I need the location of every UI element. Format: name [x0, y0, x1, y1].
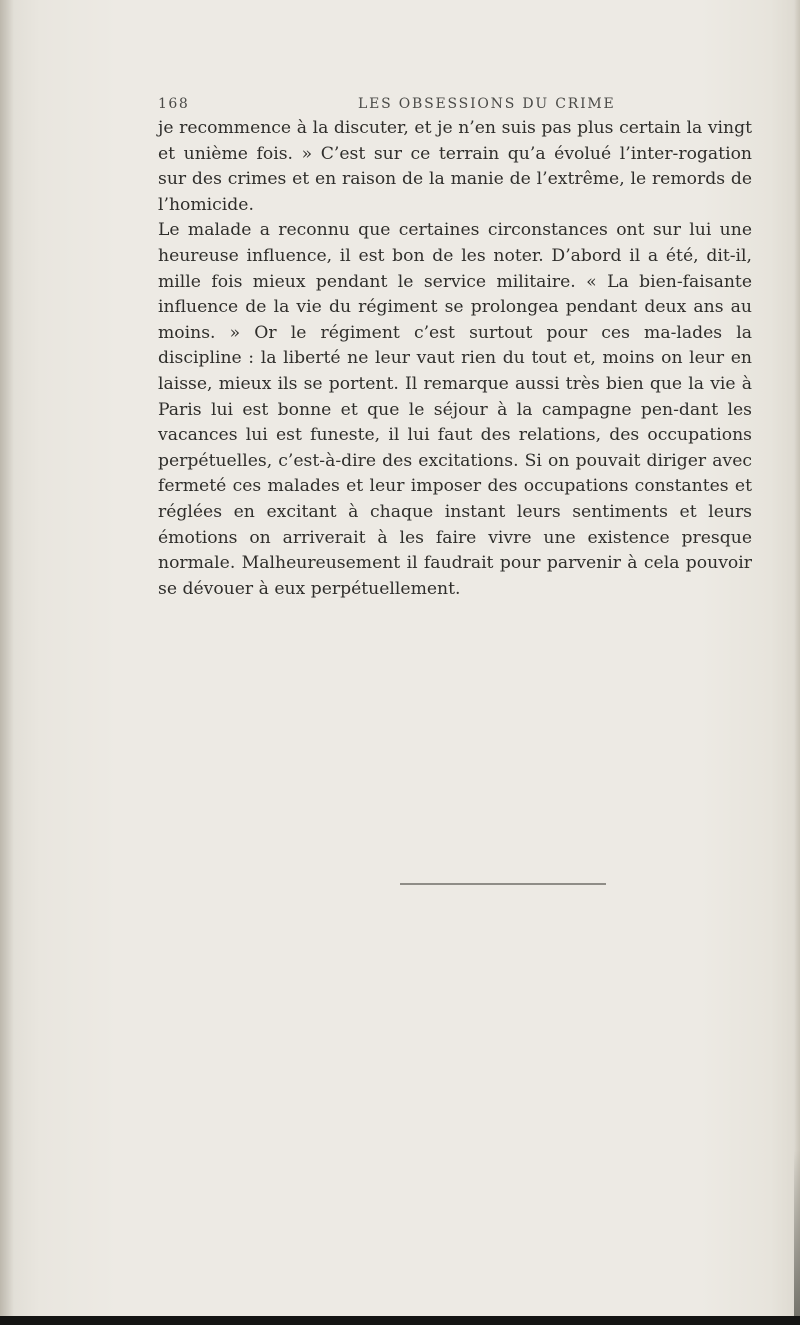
page-gutter-shadow — [0, 0, 14, 1325]
paragraph-1: je recommence à la discuter, et je n’en suis pas plus certain la vingt et unième fois. » C’est sur ce terrain qu’a évolué l’inter-rogation sur des crimes et en raison de la manie de l’extrême, le remords de l’homicide. — [158, 118, 752, 215]
page-right-edge — [794, 0, 800, 1325]
scan-bottom-border — [0, 1316, 800, 1325]
paragraph-2: Le malade a reconnu que certaines circonstances ont sur lui une heureuse influence, il est bon de les noter. D’abord il a été, dit-il, mille fois mieux pendant le service militaire. « La bien-faisante influence de la vie du régiment se prolongea pendant deux ans au moins. » Or le régiment c’est surtout pour ces ma-lades la discipline : la liberté ne leur vaut rien du tout et, moins on leur en laisse, mieux ils se portent. Il remarque aussi très bien que la vie à Paris lui est bonne et que le séjour à la campagne pen-dant les vacances lui est funeste, il lui faut des relations, des occupations perpétuelles, c’est-à-dire des excitations. Si on pouvait diriger avec fermeté ces malades et leur imposer des occupations constantes et réglées en excitant à chaque instant leurs sentiments et leurs émotions on arriverait à les faire vivre une existence presque normale. Malheureusement il faudrait pour parvenir à cela pouvoir se dévouer à eux perpétuellement. — [158, 220, 752, 599]
page-number: 168 — [158, 96, 190, 112]
running-title: LES OBSESSIONS DU CRIME — [358, 96, 616, 112]
body-text — [158, 116, 752, 602]
section-divider — [400, 883, 606, 885]
page-right-edge-dark — [794, 1150, 800, 1325]
